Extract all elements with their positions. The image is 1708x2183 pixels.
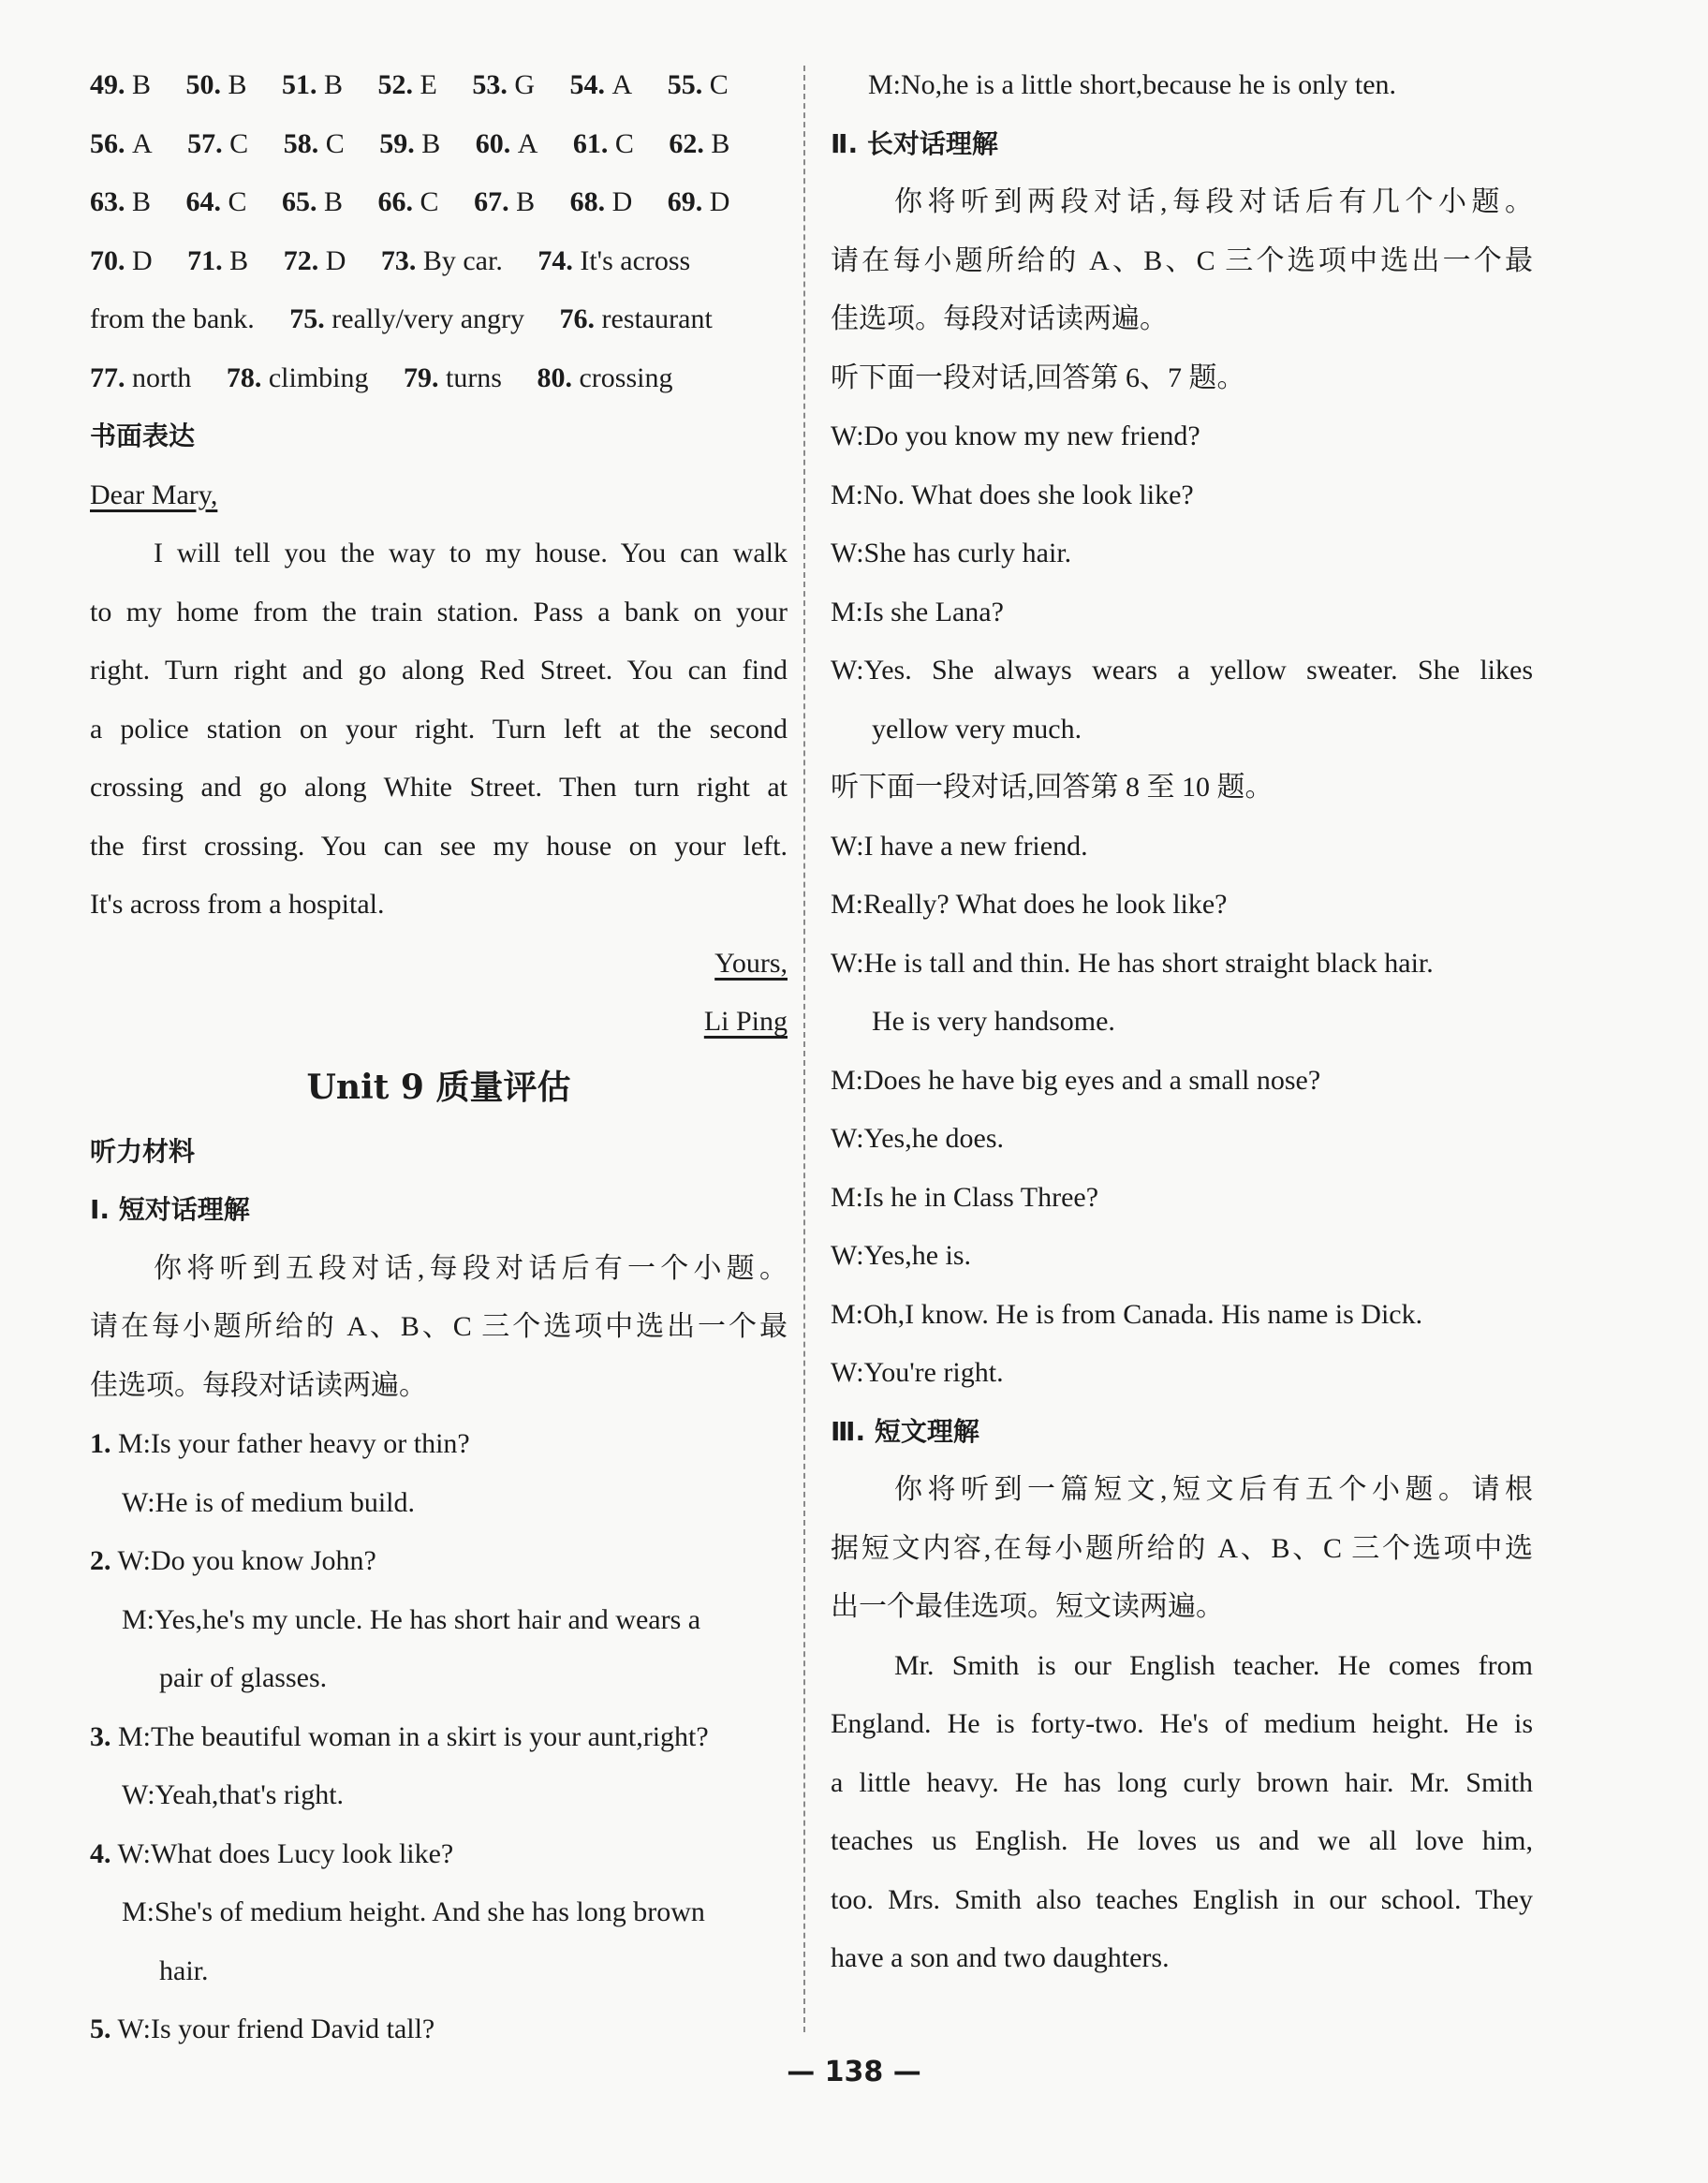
dialogue-line: W:Yes,he is. xyxy=(831,1240,972,1271)
dialogue-line: He is very handsome. xyxy=(872,1006,1115,1037)
dialogue-line: M:Is she Lana? xyxy=(831,596,1004,627)
letter-signature: Li Ping xyxy=(703,1006,788,1037)
part2-heading: Ⅱ. 长对话理解 xyxy=(831,127,998,159)
dialogue-line: W:He is tall and thin. He has short straight black hair. xyxy=(831,947,1434,979)
instruction-line: 佳选项。每段对话读两遍。 xyxy=(831,303,1168,334)
instruction-line: 据短文内容,在每小题所给的 A、B、C 三个选项中选 xyxy=(831,1532,1533,1564)
unit-title: Unit 9 质量评估 xyxy=(306,1067,571,1107)
instruction-line: 请在每小题所给的 A、B、C 三个选项中选出一个最 xyxy=(831,244,1533,276)
dialogue-line: M:Is he in Class Three? xyxy=(831,1181,1099,1213)
dialogue-line: M:Does he have big eyes and a small nose? xyxy=(831,1064,1321,1096)
instruction-line: 请在每小题所给的 A、B、C 三个选项中选出一个最 xyxy=(90,1311,788,1342)
passage-line: England. He is forty-two. He's of medium height. He is xyxy=(831,1708,1533,1739)
letter-line: I will tell you the way to my house. You can walk xyxy=(154,538,788,568)
dialogue-line: W:Yes,he does. xyxy=(831,1123,1004,1154)
dialogue-line: W:Yeah,that's right. xyxy=(122,1779,345,1810)
dialogue-line: W:You're right. xyxy=(831,1357,1004,1388)
dialogue-line: 5. W:Is your friend David tall? xyxy=(90,2013,435,2044)
listening-heading: 听力材料 xyxy=(90,1135,196,1167)
instruction-line: 你将听到两段对话,每段对话后有几个小题。 xyxy=(894,186,1533,217)
passage-line: teaches us English. He loves us and we all love him, xyxy=(831,1825,1533,1856)
dialogue-line: M:No,he is a little short,because he is only ten. xyxy=(868,69,1397,100)
part1-heading: Ⅰ. 短对话理解 xyxy=(90,1194,250,1225)
column-divider xyxy=(803,66,805,2032)
answer-row: 77. north 78. climbing 79. turns 80. crossing xyxy=(90,361,673,393)
dialogue-line: W:I have a new friend. xyxy=(831,830,1088,862)
letter-line: to my home from the train station. Pass a bank on your xyxy=(90,596,788,627)
dialogue-line: 2. W:Do you know John? xyxy=(90,1545,376,1576)
dialogue-line: hair. xyxy=(159,1954,209,1986)
instruction-line: 你将听到五段对话,每段对话后有一个小题。 xyxy=(154,1252,788,1284)
passage-line: a little heavy. He has long curly brown hair. Mr. Smith xyxy=(831,1766,1533,1798)
right-column xyxy=(831,56,1533,1988)
page-number: — 138 — xyxy=(787,2056,921,2088)
passage-line: Mr. Smith is our English teacher. He comes from xyxy=(894,1649,1533,1681)
dialogue-intro: 听下面一段对话,回答第 8 至 10 题。 xyxy=(831,772,1274,803)
letter-line: a police station on your right. Turn left at the second xyxy=(90,713,788,745)
dialogue-line: M:Oh,I know. He is from Canada. His name is Dick. xyxy=(831,1298,1423,1330)
letter-line: crossing and go along White Street. Then turn right at xyxy=(90,772,788,803)
answer-row: 56. A 57. C 58. C 59. B 60. A 61. C 62. B xyxy=(90,127,730,159)
dialogue-line: 3. M:The beautiful woman in a skirt is your aunt,right? xyxy=(90,1720,709,1752)
dialogue-line: yellow very much. xyxy=(872,713,1082,745)
dialogue-line: 4. W:What does Lucy look like? xyxy=(90,1837,454,1869)
letter-closing: Yours, xyxy=(714,947,788,979)
dialogue-intro: 听下面一段对话,回答第 6、7 题。 xyxy=(831,361,1245,393)
dialogue-line: W:Do you know my new friend? xyxy=(831,420,1200,451)
passage-line: too. Mrs. Smith also teaches English in our school. They xyxy=(831,1883,1533,1915)
dialogue-line: M:She's of medium height. And she has long brown xyxy=(122,1896,705,1927)
answer-row: 49. B 50. B 51. B 52. E 53. G 54. A 55. C xyxy=(90,69,729,100)
dialogue-line: pair of glasses. xyxy=(159,1662,328,1693)
dialogue-line: 1. M:Is your father heavy or thin? xyxy=(90,1428,470,1459)
answer-row: from the bank. 75. really/very angry 76. restaurant xyxy=(90,303,713,334)
dialogue-line: M:No. What does she look like? xyxy=(831,479,1194,510)
writing-heading: 书面表达 xyxy=(90,420,196,451)
answer-row: 63. B 64. C 65. B 66. C 67. B 68. D 69. D xyxy=(90,186,730,217)
dialogue-line: W:She has curly hair. xyxy=(831,538,1072,568)
letter-line: It's across from a hospital. xyxy=(90,889,385,920)
letter-line: the first crossing. You can see my house on your left. xyxy=(90,830,788,862)
dialogue-line: M:Yes,he's my uncle. He has short hair and wears a xyxy=(122,1603,701,1635)
left-column xyxy=(90,56,788,2059)
part3-heading: Ⅲ. 短文理解 xyxy=(831,1415,979,1447)
dialogue-line: W:He is of medium build. xyxy=(122,1486,416,1518)
instruction-line: 佳选项。每段对话读两遍。 xyxy=(90,1369,427,1401)
dialogue-line: M:Really? What does he look like? xyxy=(831,889,1228,920)
dialogue-line: W:Yes. She always wears a yellow sweater. She likes xyxy=(831,655,1533,686)
passage-line: have a son and two daughters. xyxy=(831,1942,1170,1973)
letter-salutation: Dear Mary, xyxy=(90,479,218,510)
instruction-line: 出一个最佳选项。短文读两遍。 xyxy=(831,1591,1224,1622)
instruction-line: 你将听到一篇短文,短文后有五个小题。请根 xyxy=(894,1474,1533,1505)
answer-row: 70. D 71. B 72. D 73. By car. 74. It's across xyxy=(90,244,691,276)
letter-line: right. Turn right and go along Red Street. You can find xyxy=(90,655,788,686)
